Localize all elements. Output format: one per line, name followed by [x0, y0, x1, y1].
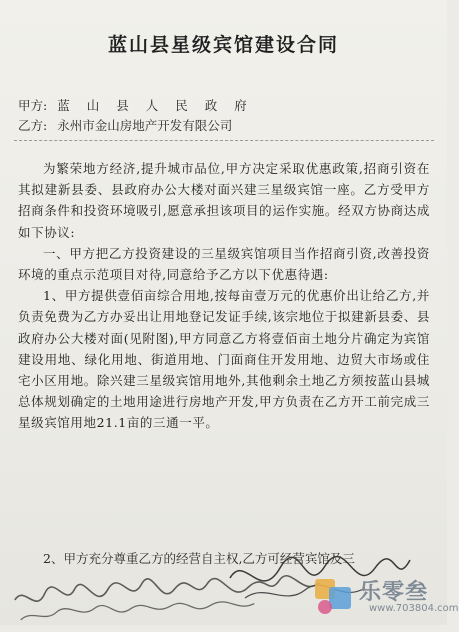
clause-1-1-paragraph: 1、甲方提供壹佰亩综合用地,按每亩壹万元的优惠价出让给乙方,并负责免费为乙方办妥出让用地登记发证手续,该宗地位于拟建新县委、县政府办公大楼对面(见附图),甲方同意乙方将壹佰亩土地分片确定为宾馆建设用地、绿化用地、街道用地、门面商住开发用地、边贸大市场或住宅小区用地。除兴建三星级宾馆用地外,其他剩余土地乙方须按蓝山县城总体规划确定的土地用途进行房地产开发,甲方负责在乙方开工前完成三星级宾馆用地21.1亩的三通一平。 [18, 288, 430, 431]
party-a-label: 甲方: [18, 98, 48, 113]
watermark-url: www.703804.com [369, 603, 459, 614]
party-b-name: 永州市金山房地产开发有限公司 [57, 118, 233, 133]
watermark-brand: 乐零叁 [359, 580, 429, 605]
intro-paragraph: 为繁荣地方经济,提升城市品位,甲方决定采取优惠政策,招商引资在其拟建新县委、县政府办公大楼对面兴建三星级宾馆一座。乙方受甲方招商条件和投资环境吸引,愿意承担该项目的运作实施。经双方协商达成如下协议: [18, 161, 430, 240]
party-b [18, 116, 232, 134]
divider [14, 140, 434, 141]
document-title: 蓝山县星级宾馆建设合同 [107, 34, 339, 56]
party-a [18, 96, 264, 114]
contract-body [18, 158, 430, 434]
watermark-logo-icon [313, 573, 357, 617]
party-a-name: 蓝山县人民政府 [57, 98, 264, 113]
watermark [313, 571, 459, 619]
party-b-label: 乙方: [18, 118, 48, 133]
clause-2-partial-line: 2、甲方充分尊重乙方的经营自主权,乙方可经营宾馆及三 [43, 551, 355, 566]
clause-1-paragraph: 一、甲方把乙方投资建设的三星级宾馆项目当作招商引资,改善投资环境的重点示范项目对待,同意给予乙方以下优惠待遇: [18, 245, 430, 283]
